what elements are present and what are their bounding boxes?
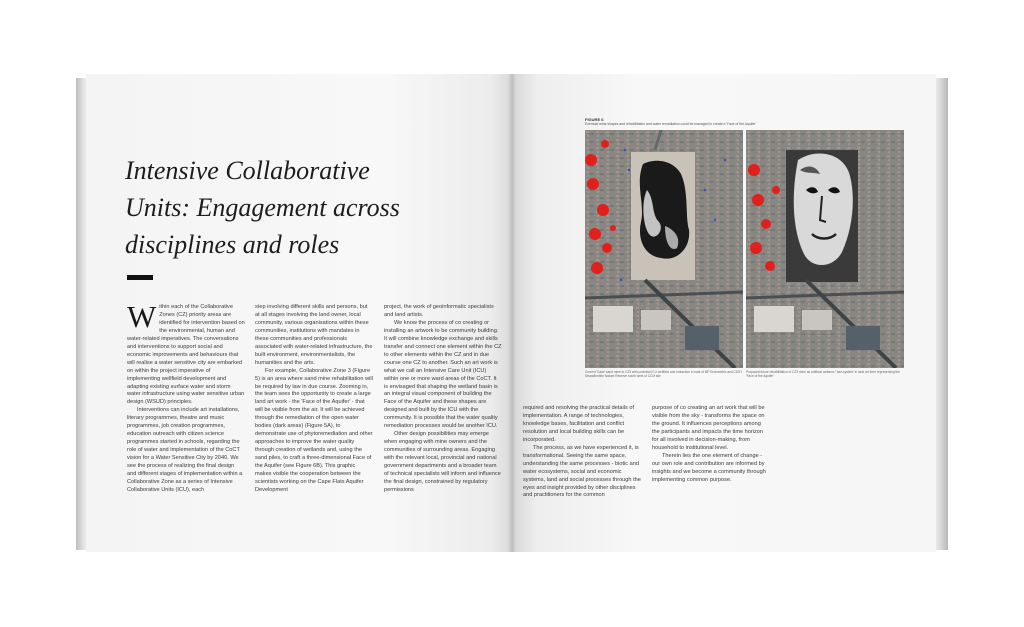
- paragraph: Other design possibilities may emerge when engaging with mine owners and the communities of surrounding areas. Engaging with the relevant local, provincial and national government departments and a broader team of technical specialists will inform and influence the final design, constrained by regulatory permissions: [384, 431, 501, 493]
- aerial-photo-face-of-aquifer: [746, 130, 904, 368]
- figure-caption-b: Proposed future rehabilitation of CZ3 mine as artificial wetland / 'see-system' in land art form representing the 'Face of the Aquifer': [746, 370, 900, 379]
- paragraph: Therein lies the one element of change - our own role and contribution are informed by insights and we become a community through implementing common purpose.: [652, 452, 766, 483]
- figure-caption-a: Current 'Case' sand mine in CZ3 with potential ICU wellfield and extraction in east of MP Endometric and CDSY Strandfontein Nature Reserve south west of CCM site: [585, 370, 743, 379]
- paragraph: For example, Collaborative Zone 3 (Figure 5) is an area where sand mine rehabilitation will be required by law in due course. Zooming in, the team sees the opportunity to create a large land art work - the 'Face of the Aquifer' - that will be visible from the air. It will be achieved through the remediation of the open water bodies (dark areas) (Figure 5A), to demonstrate use of phytoremediation and other approaches to improve the water quality through creation of wetlands and, using the sand piles, to craft a three-dimensional Face of the Aquifer (see Figure 6B). This graphic makes visible the cooperation between the scientists working on the Cape Flats Aquifer Development: [255, 367, 373, 493]
- text-column-2: [255, 304, 373, 495]
- aerial-photo-face-of-aquifer-graphic: [746, 130, 904, 368]
- paragraph: purpose of co creating an art work that will be visible from the sky - transforms the space on the ground. It influences perceptions among the participants and impacts the time horizon for all involved in decision-making, from household to institutional level.: [652, 405, 765, 451]
- aerial-photo-current-mine: [585, 130, 743, 368]
- paragraph: ithin each of the Collaborative Zones (CZ) priority areas are identified for intervention based on the environmental, human and water-related imperatives. The conversations and interventions to support social and economic improvements and behaviours that will realise a water sensitive city are embarked on within the project imperative of implementing wellfield development and adapting existing surface water and storm water infrastructure using water sensitive urban design (WSUD) principles.: [127, 304, 245, 406]
- figure-description: Eventual mine shapes and rehabilitation and water remediation could be managed to create a 'Face of the Aquifer': [585, 122, 757, 126]
- text-column-4: [523, 405, 641, 500]
- book-page-edges-right: [934, 78, 948, 550]
- drop-cap: W: [127, 299, 157, 334]
- text-column-3: [384, 304, 502, 495]
- book-gutter: [508, 74, 516, 552]
- paragraph: We know the process of co creating or installing an artwork to be community building. It will combine knowledge exchange and skills transfer and connect one element within the CZ to other elements within the CZ and in due course one CZ to another. Such an art work is what we call an Intensive Care Unit (ICU) within one or more ward areas of the CoCT. It is envisaged that shaping the wetland basin is an integral visual component of building the Face of the Aquifer and these shapes are designed and built by the ICU with the community. It is possible that the water quality remediation processes would be another ICU.: [384, 319, 502, 430]
- paragraph: required and resolving the practical details of implementation. A range of technologies, knowledge bases, facilitation and conflict resolution and local building skills can be incorporated.: [523, 405, 635, 443]
- figure-label: FIGURE 6: [585, 117, 604, 122]
- text-column-5: [652, 405, 770, 485]
- title-rule: [127, 275, 153, 280]
- section-title: Intensive Collaborative Units: Engagement across disciplines and roles: [125, 156, 400, 259]
- aerial-photo-current-mine-graphic: [585, 130, 743, 368]
- text-column-1: [127, 299, 245, 495]
- paragraph: The process, as we have experienced it, is transformational. Seeing the same space, understanding the same processes - biotic and water ecosystems, social and economic systems, land and social processes through the eyes and insight provided by other disciplines and practitioners for the common: [523, 444, 641, 499]
- paragraph: project, the work of geoinformatic specialists and land artists.: [384, 304, 494, 318]
- paragraph: Interventions can include art installations, literary programmes, theatre and music programmes, job creation programmes, education outreach with citizen science programmes started in schools, regarding the role of water and implementation of the CoCT vision for a Water Sensitive City by 2040. We see the process of realizing the final design and different stages of implementation within a Collaborative Zone as a series of Intensive Collaborative Units (ICU), each: [127, 407, 243, 493]
- paragraph: step involving different skills and persons, but at all stages involving the land owner, local community, various organisations within these communities, institutions with mandates in these communities and professionals associated with water-related infrastructure, the built environment, environmentalists, the humanities and the arts.: [255, 304, 373, 366]
